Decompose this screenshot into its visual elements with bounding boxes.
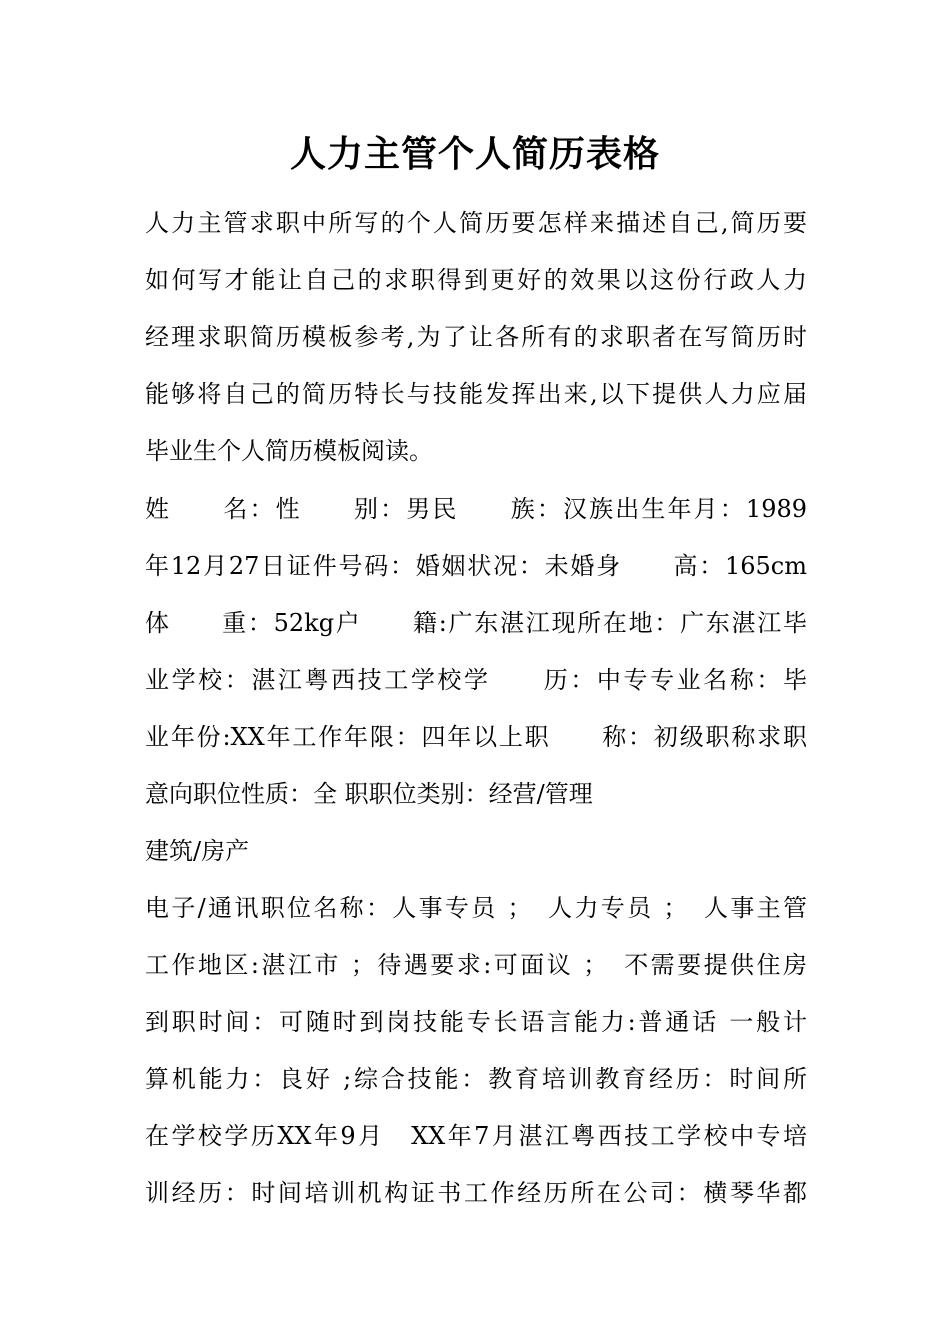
intro-paragraph xyxy=(145,195,807,480)
resume-details xyxy=(145,481,807,1222)
resume-line: 姓 名：性 别：男民 族：汉族出生年月：1989 xyxy=(145,495,807,523)
intro-line: 毕业生个人简历模板阅读。 xyxy=(145,437,433,465)
resume-line: 算机能力：良好 ;综合技能：教育培训教育经历：时间所 xyxy=(145,1065,807,1093)
resume-line: 训经历：时间培训机构证书工作经历所在公司：横琴华都 xyxy=(145,1179,807,1207)
resume-line: 建筑/房产 xyxy=(145,837,250,865)
resume-line: 工作地区:湛江市 ；待遇要求:可面议 ； 不需要提供住房 xyxy=(145,951,807,979)
resume-line: 业学校：湛江粤西技工学校学 历：中专专业名称：毕 xyxy=(145,666,807,694)
resume-line: 业年份:XX年工作年限：四年以上职 称：初级职称求职 xyxy=(145,723,807,751)
resume-line: 电子/通讯职位名称：人事专员 ； 人力专员 ； 人事主管 xyxy=(145,894,807,922)
intro-line: 人力主管求职中所写的个人简历要怎样来描述自己,简历要 xyxy=(145,209,807,237)
intro-line: 经理求职简历模板参考,为了让各所有的求职者在写简历时 xyxy=(145,323,807,351)
intro-line: 如何写才能让自己的求职得到更好的效果以这份行政人力 xyxy=(145,266,807,294)
intro-line: 能够将自己的简历特长与技能发挥出来,以下提供人力应届 xyxy=(145,380,807,408)
resume-line: 到职时间：可随时到岗技能专长语言能力:普通话 一般计 xyxy=(145,1008,807,1036)
resume-line: 年12月27日证件号码：婚姻状况：未婚身 高：165cm xyxy=(145,552,807,580)
resume-line: 在学校学历XX年9月 XX年7月湛江粤西技工学校中专培 xyxy=(145,1122,807,1150)
resume-line: 意向职位性质：全 职职位类别：经营/管理 xyxy=(145,780,593,808)
page-title: 人力主管个人简历表格 xyxy=(289,133,660,175)
resume-line: 体 重：52kg户 籍:广东湛江现所在地：广东湛江毕 xyxy=(145,609,807,637)
